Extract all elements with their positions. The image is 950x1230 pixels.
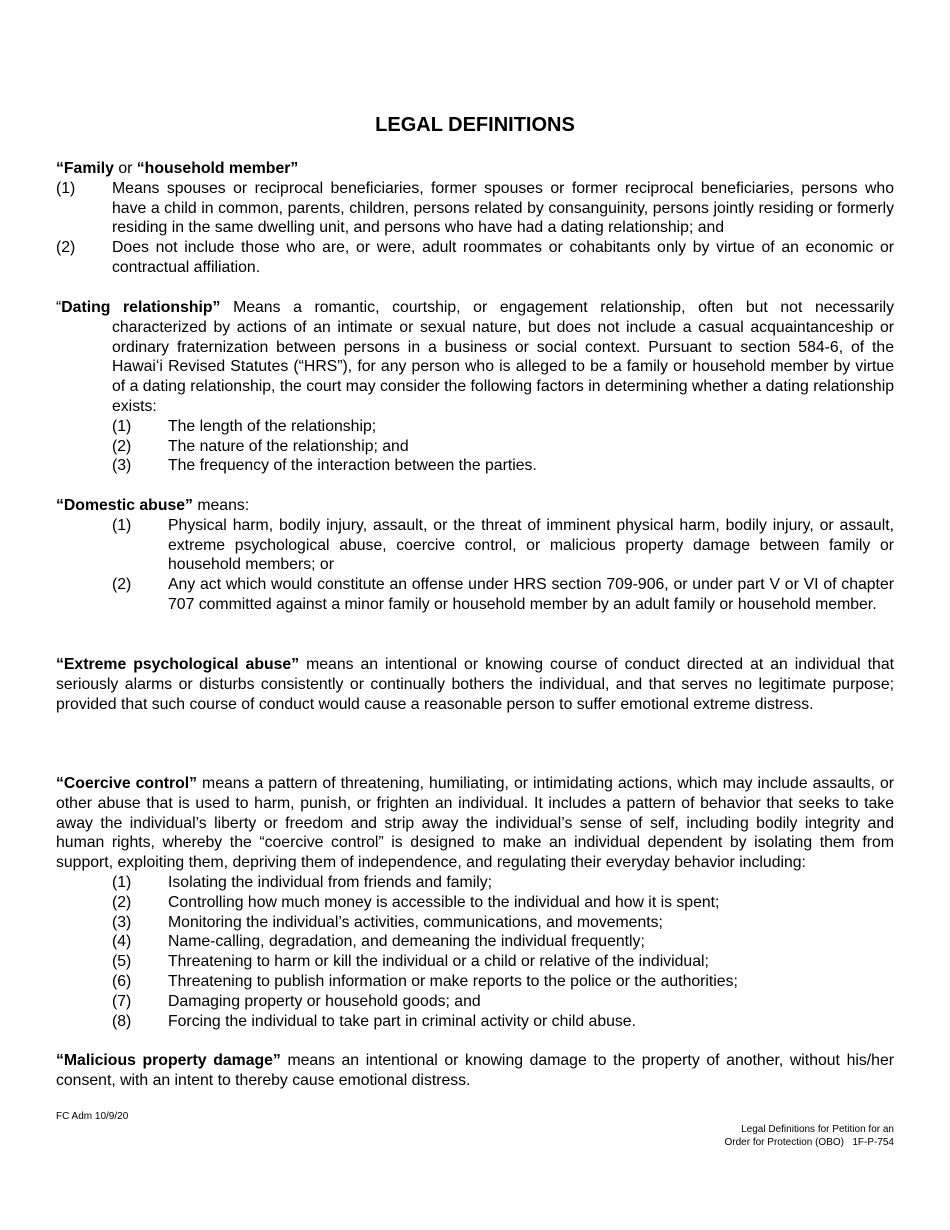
page-title: LEGAL DEFINITIONS	[375, 114, 575, 136]
coercive-paragraph: “Coercive control” means a pattern of threatening, humiliating, or intimidating actions, which may include assaults, or other abuse that is used to harm, punish, or frighten an individual. It includes a pattern of behavior that seeks to take away the individual’s liberty or freedom and strip away the individual’s sense of self, including bodily integrity and human rights, whereby the “coercive control” is designed to make an individual dependent by isolating them from support, exploiting them, depriving them of independence, and regulating their everyday behavior including:	[56, 775, 894, 872]
malicious-property-damage-definition: “Malicious property damage” means an intentional or knowing damage to the property of another, without his/her consent, with an intent to thereby cause emotional distress.	[56, 1052, 894, 1089]
list-item: (1) Physical harm, bodily injury, assault, or the threat of imminent physical harm, bodily injury, or assault, extreme psychological abuse, coercive control, or malicious property damage between family or household members; or	[112, 516, 894, 574]
list-item: (1) Means spouses or reciprocal beneficiaries, former spouses or former reciprocal beneficiaries, persons who have a child in common, parents, children, persons related by consanguinity, persons jointly residing or formerly residing in the same dwelling unit, and persons who have had a dating relationship; and	[56, 179, 894, 237]
footer-line: Order for Protection (OBO) 1F-P-754	[724, 1136, 894, 1148]
family-definition	[56, 159, 894, 278]
coercive-control-definition	[56, 774, 894, 1031]
list-item: (6) Threatening to publish information or make reports to the police or the authorities;	[112, 972, 738, 990]
list-item: (7) Damaging property or household goods; and	[112, 992, 481, 1010]
extreme-psychological-abuse-definition: “Extreme psychological abuse” means an intentional or knowing course of conduct directed at an individual that seriously alarms or disturbs consistently or continually bothers the individual, and that serves no legitimate purpose; provided that such course of conduct would cause a reasonable person to suffer emotional extreme distress.	[56, 656, 894, 713]
list-item: (2) Controlling how much money is accessible to the individual and how it is spent;	[112, 893, 720, 911]
dating-paragraph: “Dating relationship” Means a romantic, courtship, or engagement relationship, often but not necessarily characterized by actions of an intimate or sexual nature, but does not include a casual acquaintanceship or ordinary fraternization between persons in a business or social context. Pursuant to section 584-6, of the Hawaiʻi Revised Statutes (“HRS”), for any person who is alleged to be a family or household member by virtue of a dating relationship, the court may consider the following factors in determining whether a dating relationship exists:	[56, 299, 894, 415]
list-item: (2) Any act which would constitute an offense under HRS section 709-906, or under part V or VI of chapter 707 committed against a minor family or household member by an adult family or household member.	[112, 576, 894, 613]
list-item: (3) The frequency of the interaction between the parties.	[112, 457, 537, 475]
list-item: (5) Threatening to harm or kill the individual or a child or relative of the individual;	[112, 953, 709, 971]
family-heading: “Family or “household member”	[56, 160, 299, 177]
domestic-abuse-definition	[56, 496, 894, 615]
list-item: (8) Forcing the individual to take part in criminal activity or child abuse.	[112, 1012, 636, 1030]
list-item: (2) The nature of the relationship; and	[112, 437, 409, 455]
form-footer-title	[725, 1124, 895, 1149]
domestic-heading: “Domestic abuse” means:	[56, 497, 250, 514]
dating-definition	[56, 298, 894, 476]
list-item: (3) Monitoring the individual’s activities, communications, and movements;	[112, 913, 663, 931]
footer-line: Legal Definitions for Petition for an	[741, 1124, 894, 1135]
list-item: (1) The length of the relationship;	[112, 417, 377, 435]
list-item: (1) Isolating the individual from friends and family;	[112, 873, 492, 891]
form-revision-code: FC Adm 10/9/20	[56, 1111, 129, 1122]
list-item: (4) Name-calling, degradation, and demeaning the individual frequently;	[112, 933, 645, 951]
list-item: (2) Does not include those who are, or were, adult roommates or cohabitants only by virtue of an economic or contractual affiliation.	[56, 239, 894, 276]
